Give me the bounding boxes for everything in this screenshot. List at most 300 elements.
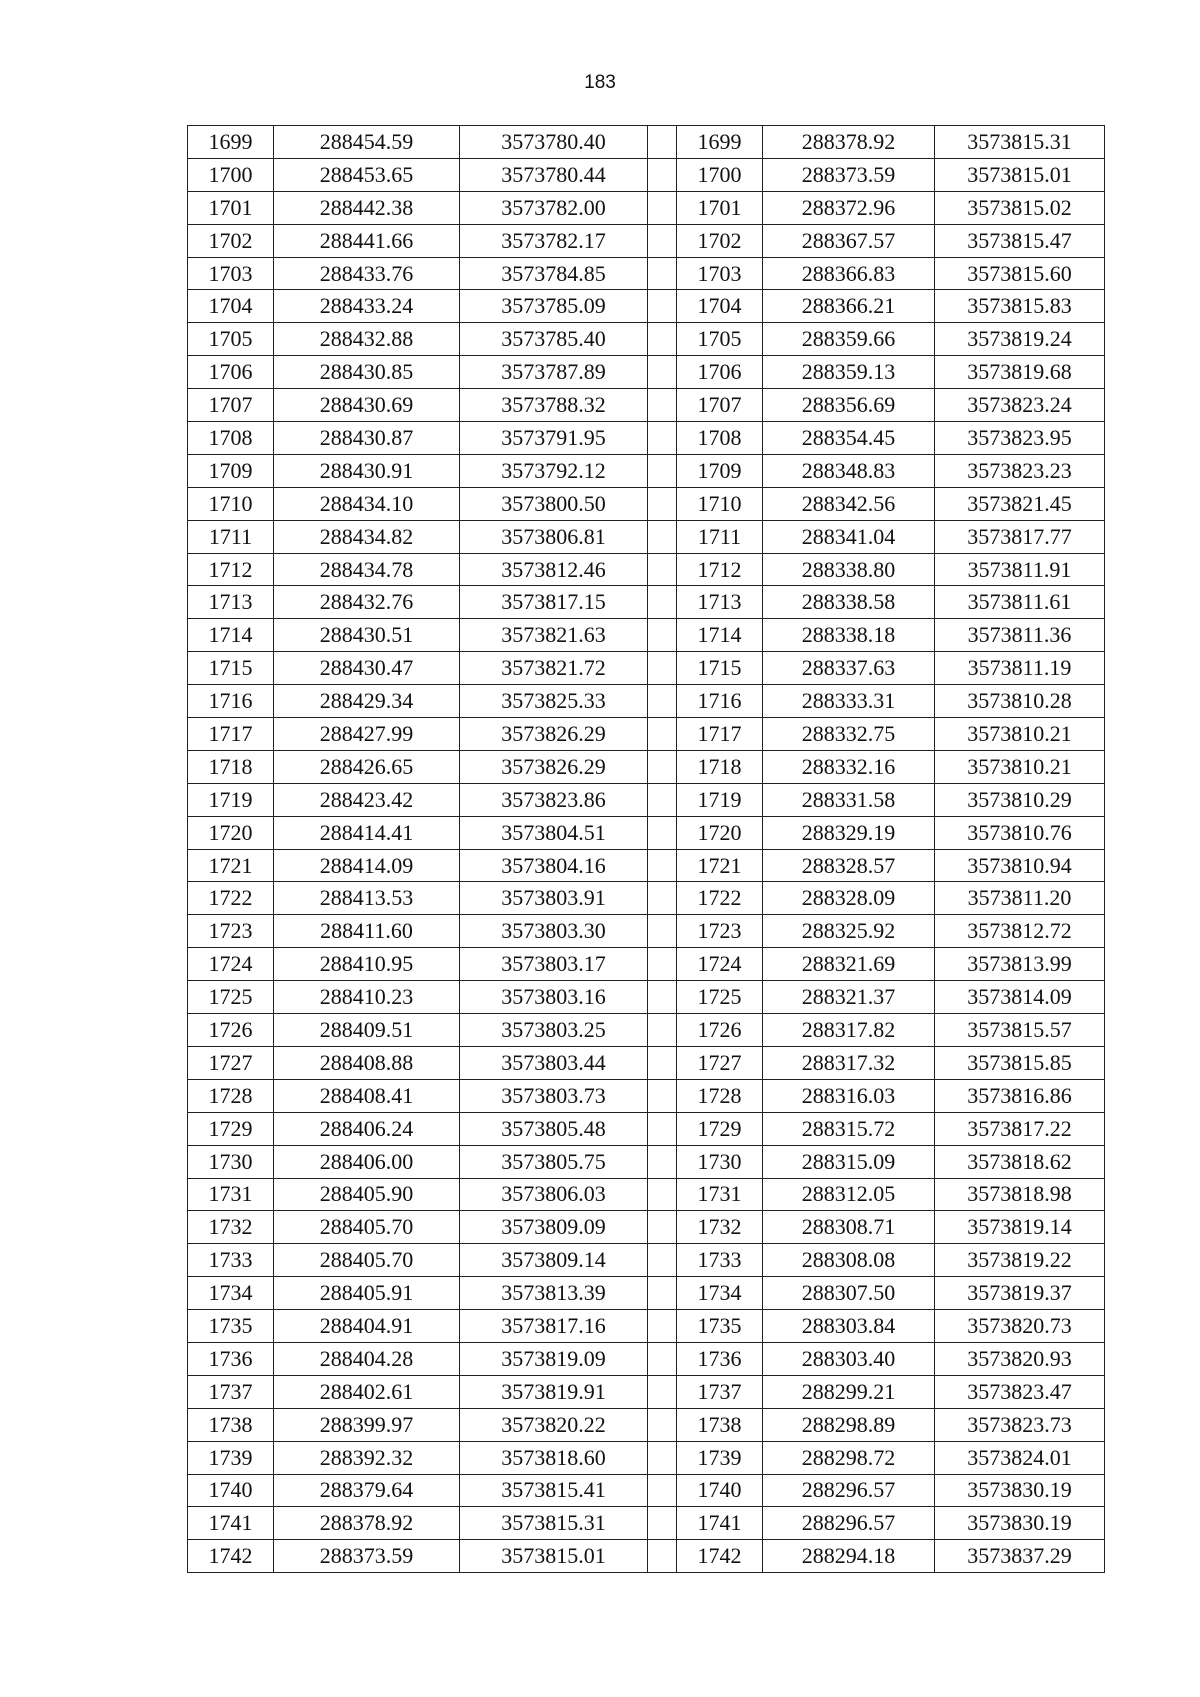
left-point-number-cell: 1701 [188,191,274,224]
table-row [188,1178,1105,1211]
right-point-number-cell: 1700 [677,158,763,191]
right-x-coordinate-cell: 288373.59 [763,158,935,191]
right-x-coordinate-cell: 288325.92 [763,915,935,948]
left-point-number-cell: 1726 [188,1014,274,1047]
right-point-number-cell: 1711 [677,520,763,553]
separator-cell [648,257,677,290]
left-y-coordinate-cell: 3573825.33 [460,685,648,718]
separator-cell [648,520,677,553]
left-y-coordinate-cell: 3573804.51 [460,816,648,849]
left-x-coordinate-cell: 288414.41 [274,816,460,849]
left-point-number-cell: 1709 [188,454,274,487]
left-point-number-cell: 1734 [188,1277,274,1310]
right-y-coordinate-cell: 3573811.61 [935,586,1105,619]
left-point-number-cell: 1738 [188,1408,274,1441]
right-point-number-cell: 1728 [677,1079,763,1112]
left-y-coordinate-cell: 3573787.89 [460,356,648,389]
right-x-coordinate-cell: 288338.80 [763,553,935,586]
table-row [188,750,1105,783]
right-point-number-cell: 1736 [677,1342,763,1375]
separator-cell [648,816,677,849]
right-point-number-cell: 1712 [677,553,763,586]
left-point-number-cell: 1728 [188,1079,274,1112]
left-point-number-cell: 1702 [188,224,274,257]
left-x-coordinate-cell: 288379.64 [274,1474,460,1507]
table-row [188,126,1105,159]
right-point-number-cell: 1713 [677,586,763,619]
left-x-coordinate-cell: 288405.91 [274,1277,460,1310]
right-y-coordinate-cell: 3573819.22 [935,1244,1105,1277]
left-x-coordinate-cell: 288430.85 [274,356,460,389]
table-row [188,1112,1105,1145]
right-point-number-cell: 1723 [677,915,763,948]
table-row [188,1079,1105,1112]
right-x-coordinate-cell: 288333.31 [763,685,935,718]
left-point-number-cell: 1706 [188,356,274,389]
left-y-coordinate-cell: 3573804.16 [460,849,648,882]
left-x-coordinate-cell: 288405.70 [274,1244,460,1277]
left-point-number-cell: 1723 [188,915,274,948]
separator-cell [648,783,677,816]
separator-cell [648,1540,677,1573]
separator-cell [648,586,677,619]
left-point-number-cell: 1737 [188,1375,274,1408]
table-row [188,685,1105,718]
left-point-number-cell: 1741 [188,1507,274,1540]
left-y-coordinate-cell: 3573788.32 [460,389,648,422]
right-x-coordinate-cell: 288359.66 [763,323,935,356]
left-point-number-cell: 1713 [188,586,274,619]
right-point-number-cell: 1740 [677,1474,763,1507]
table-row [188,158,1105,191]
table-row [188,389,1105,422]
left-y-coordinate-cell: 3573784.85 [460,257,648,290]
right-x-coordinate-cell: 288294.18 [763,1540,935,1573]
left-x-coordinate-cell: 288402.61 [274,1375,460,1408]
right-y-coordinate-cell: 3573823.73 [935,1408,1105,1441]
left-x-coordinate-cell: 288410.23 [274,981,460,1014]
table-row [188,487,1105,520]
table-row [188,422,1105,455]
left-point-number-cell: 1722 [188,882,274,915]
separator-cell [648,750,677,783]
separator-cell [648,487,677,520]
left-y-coordinate-cell: 3573812.46 [460,553,648,586]
left-point-number-cell: 1716 [188,685,274,718]
left-x-coordinate-cell: 288404.91 [274,1310,460,1343]
right-point-number-cell: 1718 [677,750,763,783]
table-row [188,191,1105,224]
left-x-coordinate-cell: 288441.66 [274,224,460,257]
right-x-coordinate-cell: 288366.21 [763,290,935,323]
separator-cell [648,1474,677,1507]
right-point-number-cell: 1710 [677,487,763,520]
right-point-number-cell: 1699 [677,126,763,159]
right-x-coordinate-cell: 288354.45 [763,422,935,455]
table-row [188,1244,1105,1277]
table-row [188,1540,1105,1573]
right-y-coordinate-cell: 3573837.29 [935,1540,1105,1573]
left-point-number-cell: 1721 [188,849,274,882]
table-row [188,323,1105,356]
right-y-coordinate-cell: 3573810.76 [935,816,1105,849]
left-x-coordinate-cell: 288430.91 [274,454,460,487]
right-x-coordinate-cell: 288312.05 [763,1178,935,1211]
left-y-coordinate-cell: 3573785.09 [460,290,648,323]
coordinates-table [187,125,1105,1573]
right-point-number-cell: 1741 [677,1507,763,1540]
right-x-coordinate-cell: 288332.75 [763,718,935,751]
left-y-coordinate-cell: 3573780.40 [460,126,648,159]
left-x-coordinate-cell: 288454.59 [274,126,460,159]
right-y-coordinate-cell: 3573815.57 [935,1014,1105,1047]
left-point-number-cell: 1699 [188,126,274,159]
left-x-coordinate-cell: 288432.88 [274,323,460,356]
left-x-coordinate-cell: 288453.65 [274,158,460,191]
separator-cell [648,1014,677,1047]
right-point-number-cell: 1732 [677,1211,763,1244]
right-point-number-cell: 1705 [677,323,763,356]
right-x-coordinate-cell: 288316.03 [763,1079,935,1112]
right-point-number-cell: 1727 [677,1046,763,1079]
left-y-coordinate-cell: 3573803.25 [460,1014,648,1047]
right-y-coordinate-cell: 3573811.19 [935,652,1105,685]
left-x-coordinate-cell: 288442.38 [274,191,460,224]
right-y-coordinate-cell: 3573815.83 [935,290,1105,323]
left-x-coordinate-cell: 288432.76 [274,586,460,619]
left-y-coordinate-cell: 3573821.72 [460,652,648,685]
table-row [188,1277,1105,1310]
table-row [188,783,1105,816]
left-y-coordinate-cell: 3573803.17 [460,948,648,981]
left-y-coordinate-cell: 3573780.44 [460,158,648,191]
right-x-coordinate-cell: 288308.71 [763,1211,935,1244]
right-point-number-cell: 1739 [677,1441,763,1474]
right-y-coordinate-cell: 3573815.47 [935,224,1105,257]
separator-cell [648,356,677,389]
right-y-coordinate-cell: 3573830.19 [935,1474,1105,1507]
right-point-number-cell: 1742 [677,1540,763,1573]
table-row [188,1310,1105,1343]
left-y-coordinate-cell: 3573805.75 [460,1145,648,1178]
right-point-number-cell: 1703 [677,257,763,290]
right-x-coordinate-cell: 288378.92 [763,126,935,159]
left-point-number-cell: 1724 [188,948,274,981]
left-y-coordinate-cell: 3573821.63 [460,619,648,652]
right-point-number-cell: 1726 [677,1014,763,1047]
left-y-coordinate-cell: 3573800.50 [460,487,648,520]
right-y-coordinate-cell: 3573810.21 [935,750,1105,783]
table-row [188,1211,1105,1244]
right-y-coordinate-cell: 3573817.22 [935,1112,1105,1145]
left-y-coordinate-cell: 3573815.31 [460,1507,648,1540]
left-x-coordinate-cell: 288410.95 [274,948,460,981]
separator-cell [648,1079,677,1112]
right-y-coordinate-cell: 3573819.68 [935,356,1105,389]
right-point-number-cell: 1737 [677,1375,763,1408]
right-x-coordinate-cell: 288328.57 [763,849,935,882]
separator-cell [648,323,677,356]
table-row [188,718,1105,751]
right-x-coordinate-cell: 288337.63 [763,652,935,685]
table-row [188,257,1105,290]
left-y-coordinate-cell: 3573803.44 [460,1046,648,1079]
right-y-coordinate-cell: 3573811.36 [935,619,1105,652]
left-x-coordinate-cell: 288405.70 [274,1211,460,1244]
left-y-coordinate-cell: 3573819.09 [460,1342,648,1375]
right-point-number-cell: 1714 [677,619,763,652]
separator-cell [648,1277,677,1310]
right-point-number-cell: 1724 [677,948,763,981]
left-x-coordinate-cell: 288433.76 [274,257,460,290]
left-x-coordinate-cell: 288434.82 [274,520,460,553]
table-row [188,816,1105,849]
right-x-coordinate-cell: 288332.16 [763,750,935,783]
separator-cell [648,422,677,455]
right-y-coordinate-cell: 3573820.93 [935,1342,1105,1375]
left-point-number-cell: 1725 [188,981,274,1014]
left-y-coordinate-cell: 3573826.29 [460,750,648,783]
table-row [188,454,1105,487]
table-row [188,356,1105,389]
left-x-coordinate-cell: 288430.69 [274,389,460,422]
left-y-coordinate-cell: 3573782.17 [460,224,648,257]
right-point-number-cell: 1709 [677,454,763,487]
right-x-coordinate-cell: 288338.58 [763,586,935,619]
left-y-coordinate-cell: 3573815.41 [460,1474,648,1507]
left-y-coordinate-cell: 3573791.95 [460,422,648,455]
left-y-coordinate-cell: 3573803.91 [460,882,648,915]
left-y-coordinate-cell: 3573803.73 [460,1079,648,1112]
left-point-number-cell: 1719 [188,783,274,816]
left-x-coordinate-cell: 288405.90 [274,1178,460,1211]
right-y-coordinate-cell: 3573819.24 [935,323,1105,356]
right-y-coordinate-cell: 3573811.20 [935,882,1105,915]
table-row [188,586,1105,619]
left-x-coordinate-cell: 288430.87 [274,422,460,455]
right-y-coordinate-cell: 3573810.28 [935,685,1105,718]
right-y-coordinate-cell: 3573811.91 [935,553,1105,586]
separator-cell [648,718,677,751]
left-x-coordinate-cell: 288430.51 [274,619,460,652]
right-y-coordinate-cell: 3573814.09 [935,981,1105,1014]
right-y-coordinate-cell: 3573815.31 [935,126,1105,159]
right-y-coordinate-cell: 3573815.60 [935,257,1105,290]
left-y-coordinate-cell: 3573805.48 [460,1112,648,1145]
left-point-number-cell: 1700 [188,158,274,191]
right-x-coordinate-cell: 288299.21 [763,1375,935,1408]
separator-cell [648,224,677,257]
right-point-number-cell: 1704 [677,290,763,323]
right-x-coordinate-cell: 288359.13 [763,356,935,389]
separator-cell [648,1310,677,1343]
separator-cell [648,652,677,685]
left-point-number-cell: 1708 [188,422,274,455]
left-x-coordinate-cell: 288414.09 [274,849,460,882]
right-x-coordinate-cell: 288296.57 [763,1474,935,1507]
left-x-coordinate-cell: 288433.24 [274,290,460,323]
separator-cell [648,685,677,718]
right-x-coordinate-cell: 288367.57 [763,224,935,257]
table-row [188,1145,1105,1178]
left-point-number-cell: 1720 [188,816,274,849]
table-row [188,981,1105,1014]
left-x-coordinate-cell: 288427.99 [274,718,460,751]
left-x-coordinate-cell: 288406.00 [274,1145,460,1178]
left-y-coordinate-cell: 3573785.40 [460,323,648,356]
left-point-number-cell: 1704 [188,290,274,323]
left-y-coordinate-cell: 3573803.16 [460,981,648,1014]
right-x-coordinate-cell: 288342.56 [763,487,935,520]
left-y-coordinate-cell: 3573815.01 [460,1540,648,1573]
separator-cell [648,290,677,323]
table-row [188,290,1105,323]
left-x-coordinate-cell: 288392.32 [274,1441,460,1474]
right-y-coordinate-cell: 3573821.45 [935,487,1105,520]
separator-cell [648,619,677,652]
separator-cell [648,1211,677,1244]
right-y-coordinate-cell: 3573815.02 [935,191,1105,224]
right-x-coordinate-cell: 288317.82 [763,1014,935,1047]
separator-cell [648,1408,677,1441]
left-y-coordinate-cell: 3573823.86 [460,783,648,816]
right-y-coordinate-cell: 3573823.24 [935,389,1105,422]
right-y-coordinate-cell: 3573815.85 [935,1046,1105,1079]
left-x-coordinate-cell: 288434.10 [274,487,460,520]
right-point-number-cell: 1722 [677,882,763,915]
right-x-coordinate-cell: 288308.08 [763,1244,935,1277]
right-point-number-cell: 1701 [677,191,763,224]
right-y-coordinate-cell: 3573816.86 [935,1079,1105,1112]
table-row [188,1046,1105,1079]
left-x-coordinate-cell: 288373.59 [274,1540,460,1573]
right-y-coordinate-cell: 3573813.99 [935,948,1105,981]
left-point-number-cell: 1718 [188,750,274,783]
right-x-coordinate-cell: 288317.32 [763,1046,935,1079]
left-x-coordinate-cell: 288409.51 [274,1014,460,1047]
right-y-coordinate-cell: 3573815.01 [935,158,1105,191]
table-row [188,849,1105,882]
right-point-number-cell: 1738 [677,1408,763,1441]
table-row [188,1507,1105,1540]
separator-cell [648,1145,677,1178]
right-point-number-cell: 1716 [677,685,763,718]
separator-cell [648,389,677,422]
right-y-coordinate-cell: 3573819.14 [935,1211,1105,1244]
separator-cell [648,1441,677,1474]
right-point-number-cell: 1706 [677,356,763,389]
left-y-coordinate-cell: 3573803.30 [460,915,648,948]
table-row [188,1408,1105,1441]
right-x-coordinate-cell: 288303.40 [763,1342,935,1375]
left-point-number-cell: 1710 [188,487,274,520]
table-row [188,224,1105,257]
left-point-number-cell: 1703 [188,257,274,290]
left-x-coordinate-cell: 288423.42 [274,783,460,816]
left-point-number-cell: 1740 [188,1474,274,1507]
table-row [188,948,1105,981]
left-point-number-cell: 1717 [188,718,274,751]
right-y-coordinate-cell: 3573810.29 [935,783,1105,816]
right-point-number-cell: 1708 [677,422,763,455]
left-y-coordinate-cell: 3573826.29 [460,718,648,751]
coordinates-table-body [188,126,1105,1573]
left-x-coordinate-cell: 288429.34 [274,685,460,718]
right-x-coordinate-cell: 288331.58 [763,783,935,816]
right-x-coordinate-cell: 288315.72 [763,1112,935,1145]
separator-cell [648,126,677,159]
right-point-number-cell: 1721 [677,849,763,882]
left-y-coordinate-cell: 3573809.14 [460,1244,648,1277]
left-point-number-cell: 1736 [188,1342,274,1375]
left-point-number-cell: 1742 [188,1540,274,1573]
left-y-coordinate-cell: 3573792.12 [460,454,648,487]
right-x-coordinate-cell: 288303.84 [763,1310,935,1343]
right-x-coordinate-cell: 288298.72 [763,1441,935,1474]
table-row [188,619,1105,652]
left-point-number-cell: 1715 [188,652,274,685]
right-point-number-cell: 1715 [677,652,763,685]
right-x-coordinate-cell: 288315.09 [763,1145,935,1178]
separator-cell [648,158,677,191]
right-x-coordinate-cell: 288296.57 [763,1507,935,1540]
left-x-coordinate-cell: 288378.92 [274,1507,460,1540]
left-x-coordinate-cell: 288399.97 [274,1408,460,1441]
right-y-coordinate-cell: 3573818.62 [935,1145,1105,1178]
left-y-coordinate-cell: 3573813.39 [460,1277,648,1310]
left-point-number-cell: 1705 [188,323,274,356]
left-y-coordinate-cell: 3573817.15 [460,586,648,619]
right-y-coordinate-cell: 3573812.72 [935,915,1105,948]
left-y-coordinate-cell: 3573819.91 [460,1375,648,1408]
left-point-number-cell: 1733 [188,1244,274,1277]
left-x-coordinate-cell: 288413.53 [274,882,460,915]
right-point-number-cell: 1733 [677,1244,763,1277]
right-point-number-cell: 1720 [677,816,763,849]
right-y-coordinate-cell: 3573823.95 [935,422,1105,455]
right-x-coordinate-cell: 288348.83 [763,454,935,487]
left-y-coordinate-cell: 3573782.00 [460,191,648,224]
left-point-number-cell: 1711 [188,520,274,553]
separator-cell [648,1375,677,1408]
right-x-coordinate-cell: 288298.89 [763,1408,935,1441]
left-x-coordinate-cell: 288408.41 [274,1079,460,1112]
left-point-number-cell: 1735 [188,1310,274,1343]
right-x-coordinate-cell: 288307.50 [763,1277,935,1310]
table-row [188,1474,1105,1507]
separator-cell [648,915,677,948]
left-point-number-cell: 1739 [188,1441,274,1474]
right-x-coordinate-cell: 288366.83 [763,257,935,290]
right-point-number-cell: 1731 [677,1178,763,1211]
table-row [188,882,1105,915]
right-y-coordinate-cell: 3573810.94 [935,849,1105,882]
right-x-coordinate-cell: 288338.18 [763,619,935,652]
right-point-number-cell: 1730 [677,1145,763,1178]
left-x-coordinate-cell: 288408.88 [274,1046,460,1079]
separator-cell [648,1178,677,1211]
left-point-number-cell: 1732 [188,1211,274,1244]
right-y-coordinate-cell: 3573824.01 [935,1441,1105,1474]
separator-cell [648,191,677,224]
right-point-number-cell: 1702 [677,224,763,257]
right-point-number-cell: 1735 [677,1310,763,1343]
separator-cell [648,882,677,915]
left-point-number-cell: 1729 [188,1112,274,1145]
right-x-coordinate-cell: 288372.96 [763,191,935,224]
right-y-coordinate-cell: 3573820.73 [935,1310,1105,1343]
left-y-coordinate-cell: 3573820.22 [460,1408,648,1441]
